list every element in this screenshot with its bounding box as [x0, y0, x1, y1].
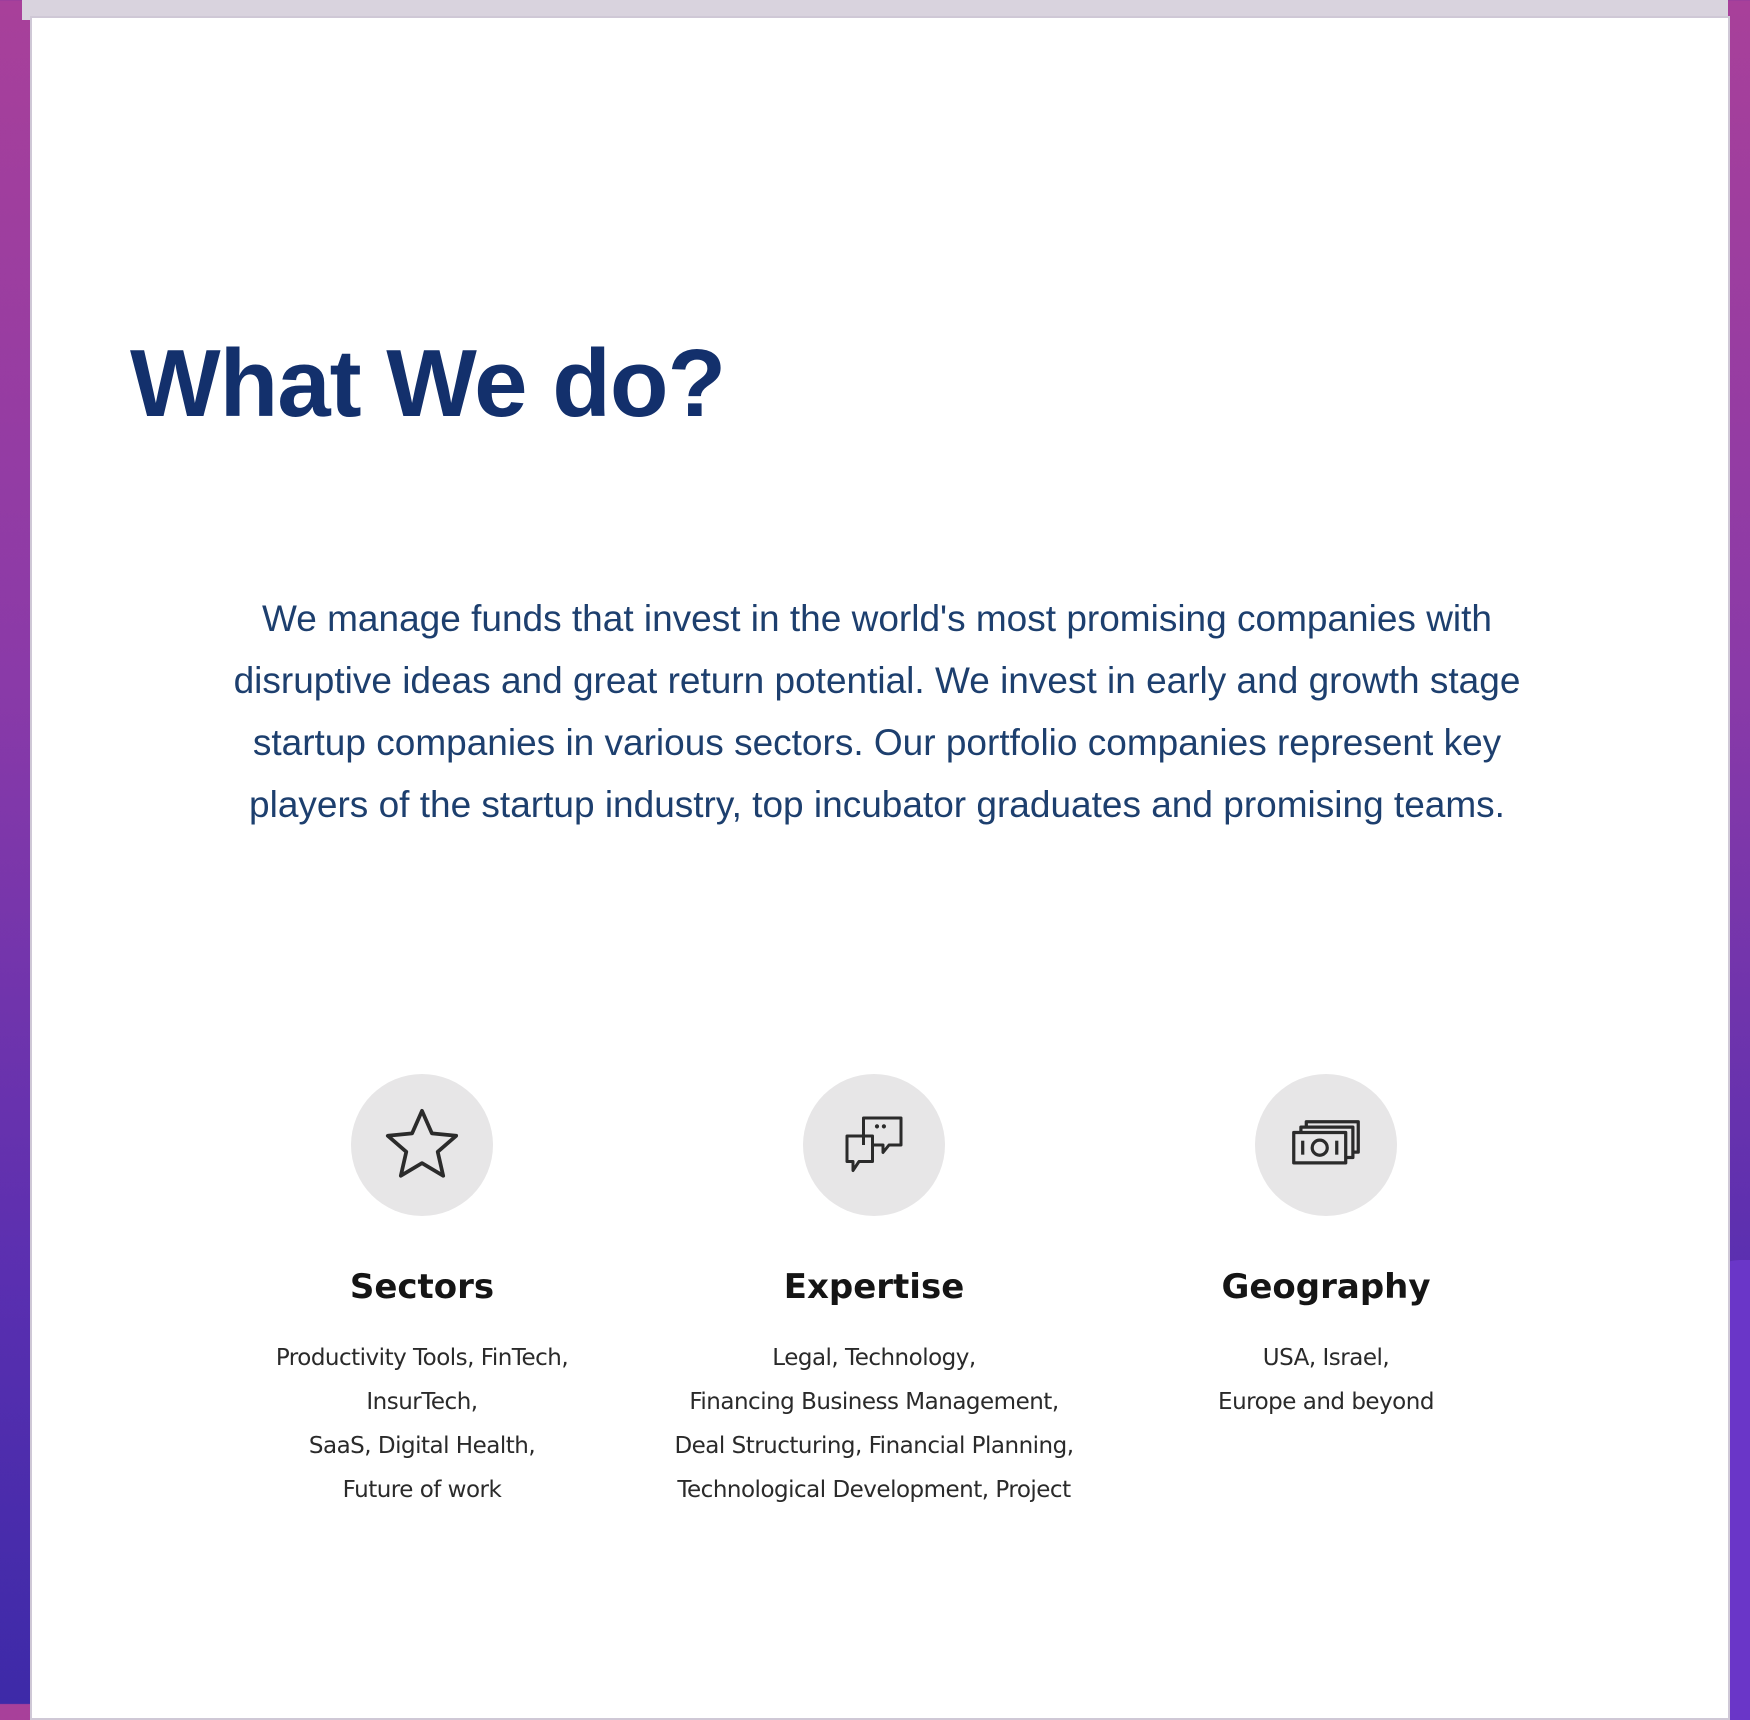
intro-line: startup companies in various sectors. Our portfolio companies represent key	[252, 722, 1502, 763]
intro-line: We manage funds that invest in the world's most promising companies with	[261, 598, 1492, 639]
feature-line: Technological Development, Project	[677, 1477, 1071, 1503]
feature-description	[644, 1336, 1104, 1512]
features-section	[32, 1058, 1728, 1558]
feature-line: Productivity Tools, FinTech,	[275, 1345, 569, 1371]
feature-line: InsurTech,	[366, 1389, 478, 1415]
feature-line: Financing Business Management,	[689, 1389, 1059, 1415]
page-title: What We do?	[130, 330, 726, 437]
feature-description	[192, 1336, 652, 1512]
window-top-edge	[22, 0, 1728, 20]
intro-line: disruptive ideas and great return potential. We invest in early and growth stage	[233, 660, 1521, 701]
star-icon	[351, 1074, 493, 1216]
feature-line: Legal, Technology,	[772, 1345, 976, 1371]
chat-bubbles-icon	[803, 1074, 945, 1216]
document-page	[32, 18, 1728, 1718]
intro-paragraph	[142, 588, 1612, 836]
feature-line: Europe and beyond	[1218, 1389, 1434, 1415]
feature-line: Deal Structuring, Financial Planning,	[674, 1433, 1074, 1459]
intro-line: players of the startup industry, top incubator graduates and promising teams.	[249, 784, 1505, 825]
feature-sectors	[192, 1058, 652, 1512]
feature-line: Future of work	[342, 1477, 502, 1503]
feature-title: Expertise	[783, 1267, 965, 1307]
feature-description	[1096, 1336, 1556, 1424]
feature-line: SaaS, Digital Health,	[308, 1433, 536, 1459]
banknotes-icon	[1255, 1074, 1397, 1216]
feature-title: Sectors	[349, 1267, 495, 1307]
feature-title: Geography	[1221, 1267, 1431, 1307]
feature-line: USA, Israel,	[1262, 1345, 1390, 1371]
feature-geography	[1096, 1058, 1556, 1424]
feature-expertise	[644, 1058, 1104, 1512]
